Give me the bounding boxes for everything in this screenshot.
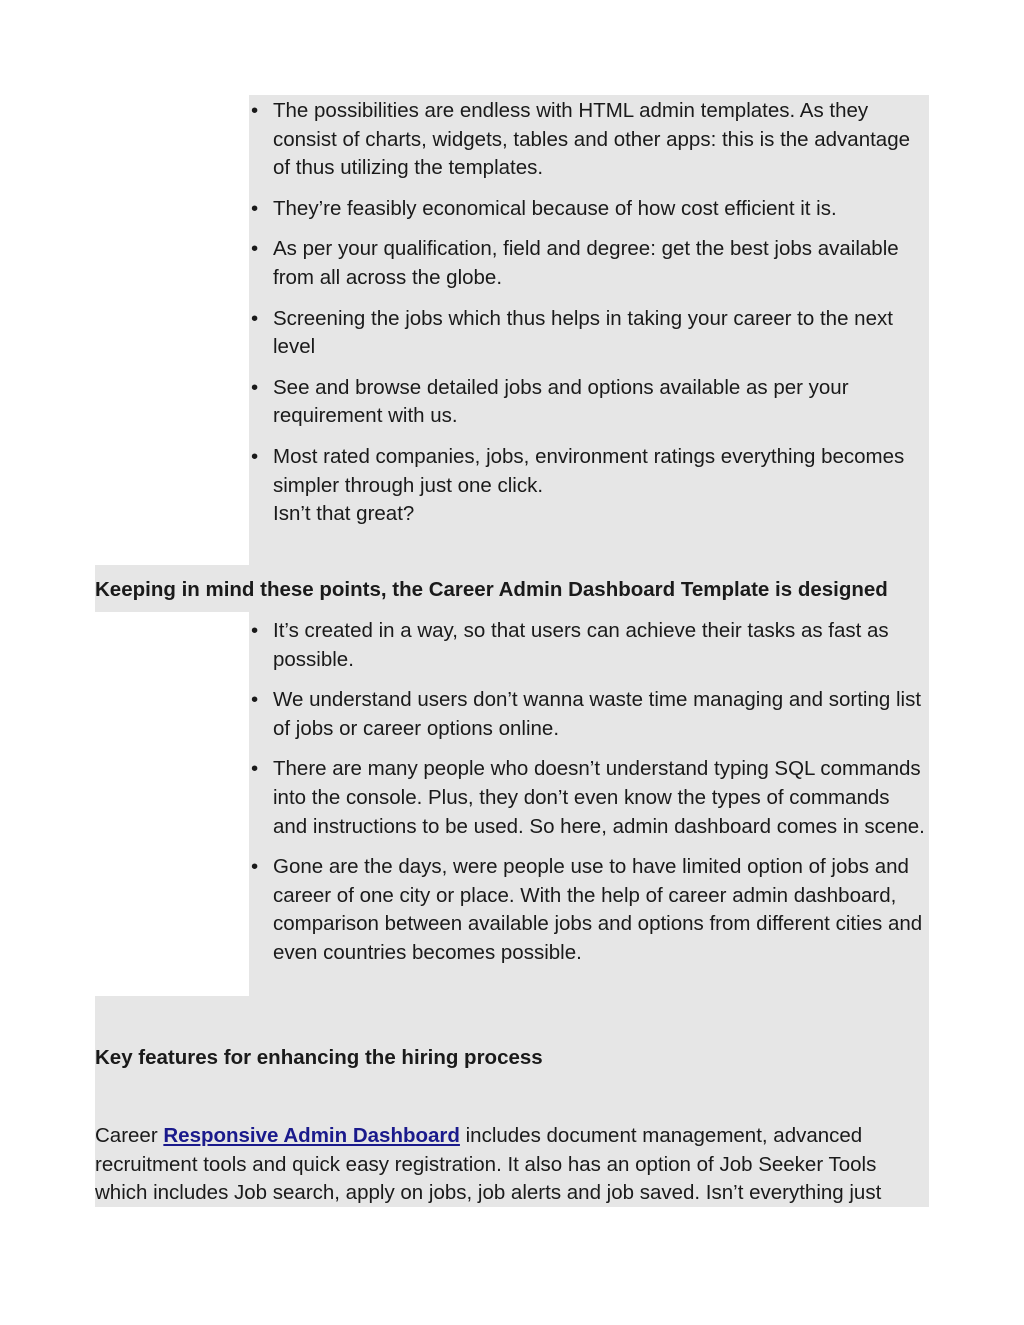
list-item: • Screening the jobs which thus helps in taking your career to the next level xyxy=(249,305,929,362)
list-item: • The possibilities are endless with HTML admin templates. As they consist of charts, widgets, tables and other apps: this is the advantage of thus utilizing the templates. xyxy=(249,97,929,183)
list-item: • See and browse detailed jobs and options available as per your requirement with us. xyxy=(249,374,929,431)
bullet-list-mid xyxy=(249,617,929,980)
responsive-admin-dashboard-link[interactable]: Responsive Admin Dashboard xyxy=(163,1124,460,1147)
paragraph-suffix: includes document management, advanced recruitment tools and quick easy registration. It also has an option of Job Seeker Tools which includes Job search, apply on jobs, job alerts and job saved. Isn’t everything just xyxy=(95,1124,882,1205)
list-item: • Most rated companies, jobs, environment ratings everything becomes simpler through just one click. Isn’t that great? xyxy=(249,443,929,529)
list-item: • As per your qualification, field and degree: get the best jobs available from all across the globe. xyxy=(249,235,929,292)
body-paragraph xyxy=(95,1122,929,1208)
list-item: • Gone are the days, were people use to have limited option of jobs and career of one city or place. With the help of career admin dashboard, comparison between available jobs and options from different cities and even countries becomes possible. xyxy=(249,853,929,967)
list-item: • They’re feasibly economical because of how cost efficient it is. xyxy=(249,195,929,224)
bullet-list-top xyxy=(249,97,929,541)
list-item: • There are many people who doesn’t understand typing SQL commands into the console. Plus, they don’t even know the types of commands and instructions to be used. So here, admin dashboard comes in scene. xyxy=(249,755,929,841)
section-heading-key-features: Key features for enhancing the hiring process xyxy=(95,1046,543,1069)
paragraph-prefix: Career xyxy=(95,1124,164,1147)
section-heading-career-template: Keeping in mind these points, the Career Admin Dashboard Template is designed xyxy=(95,578,888,601)
list-item: • We understand users don’t wanna waste time managing and sorting list of jobs or career options online. xyxy=(249,686,929,743)
list-item: • It’s created in a way, so that users can achieve their tasks as fast as possible. xyxy=(249,617,929,674)
